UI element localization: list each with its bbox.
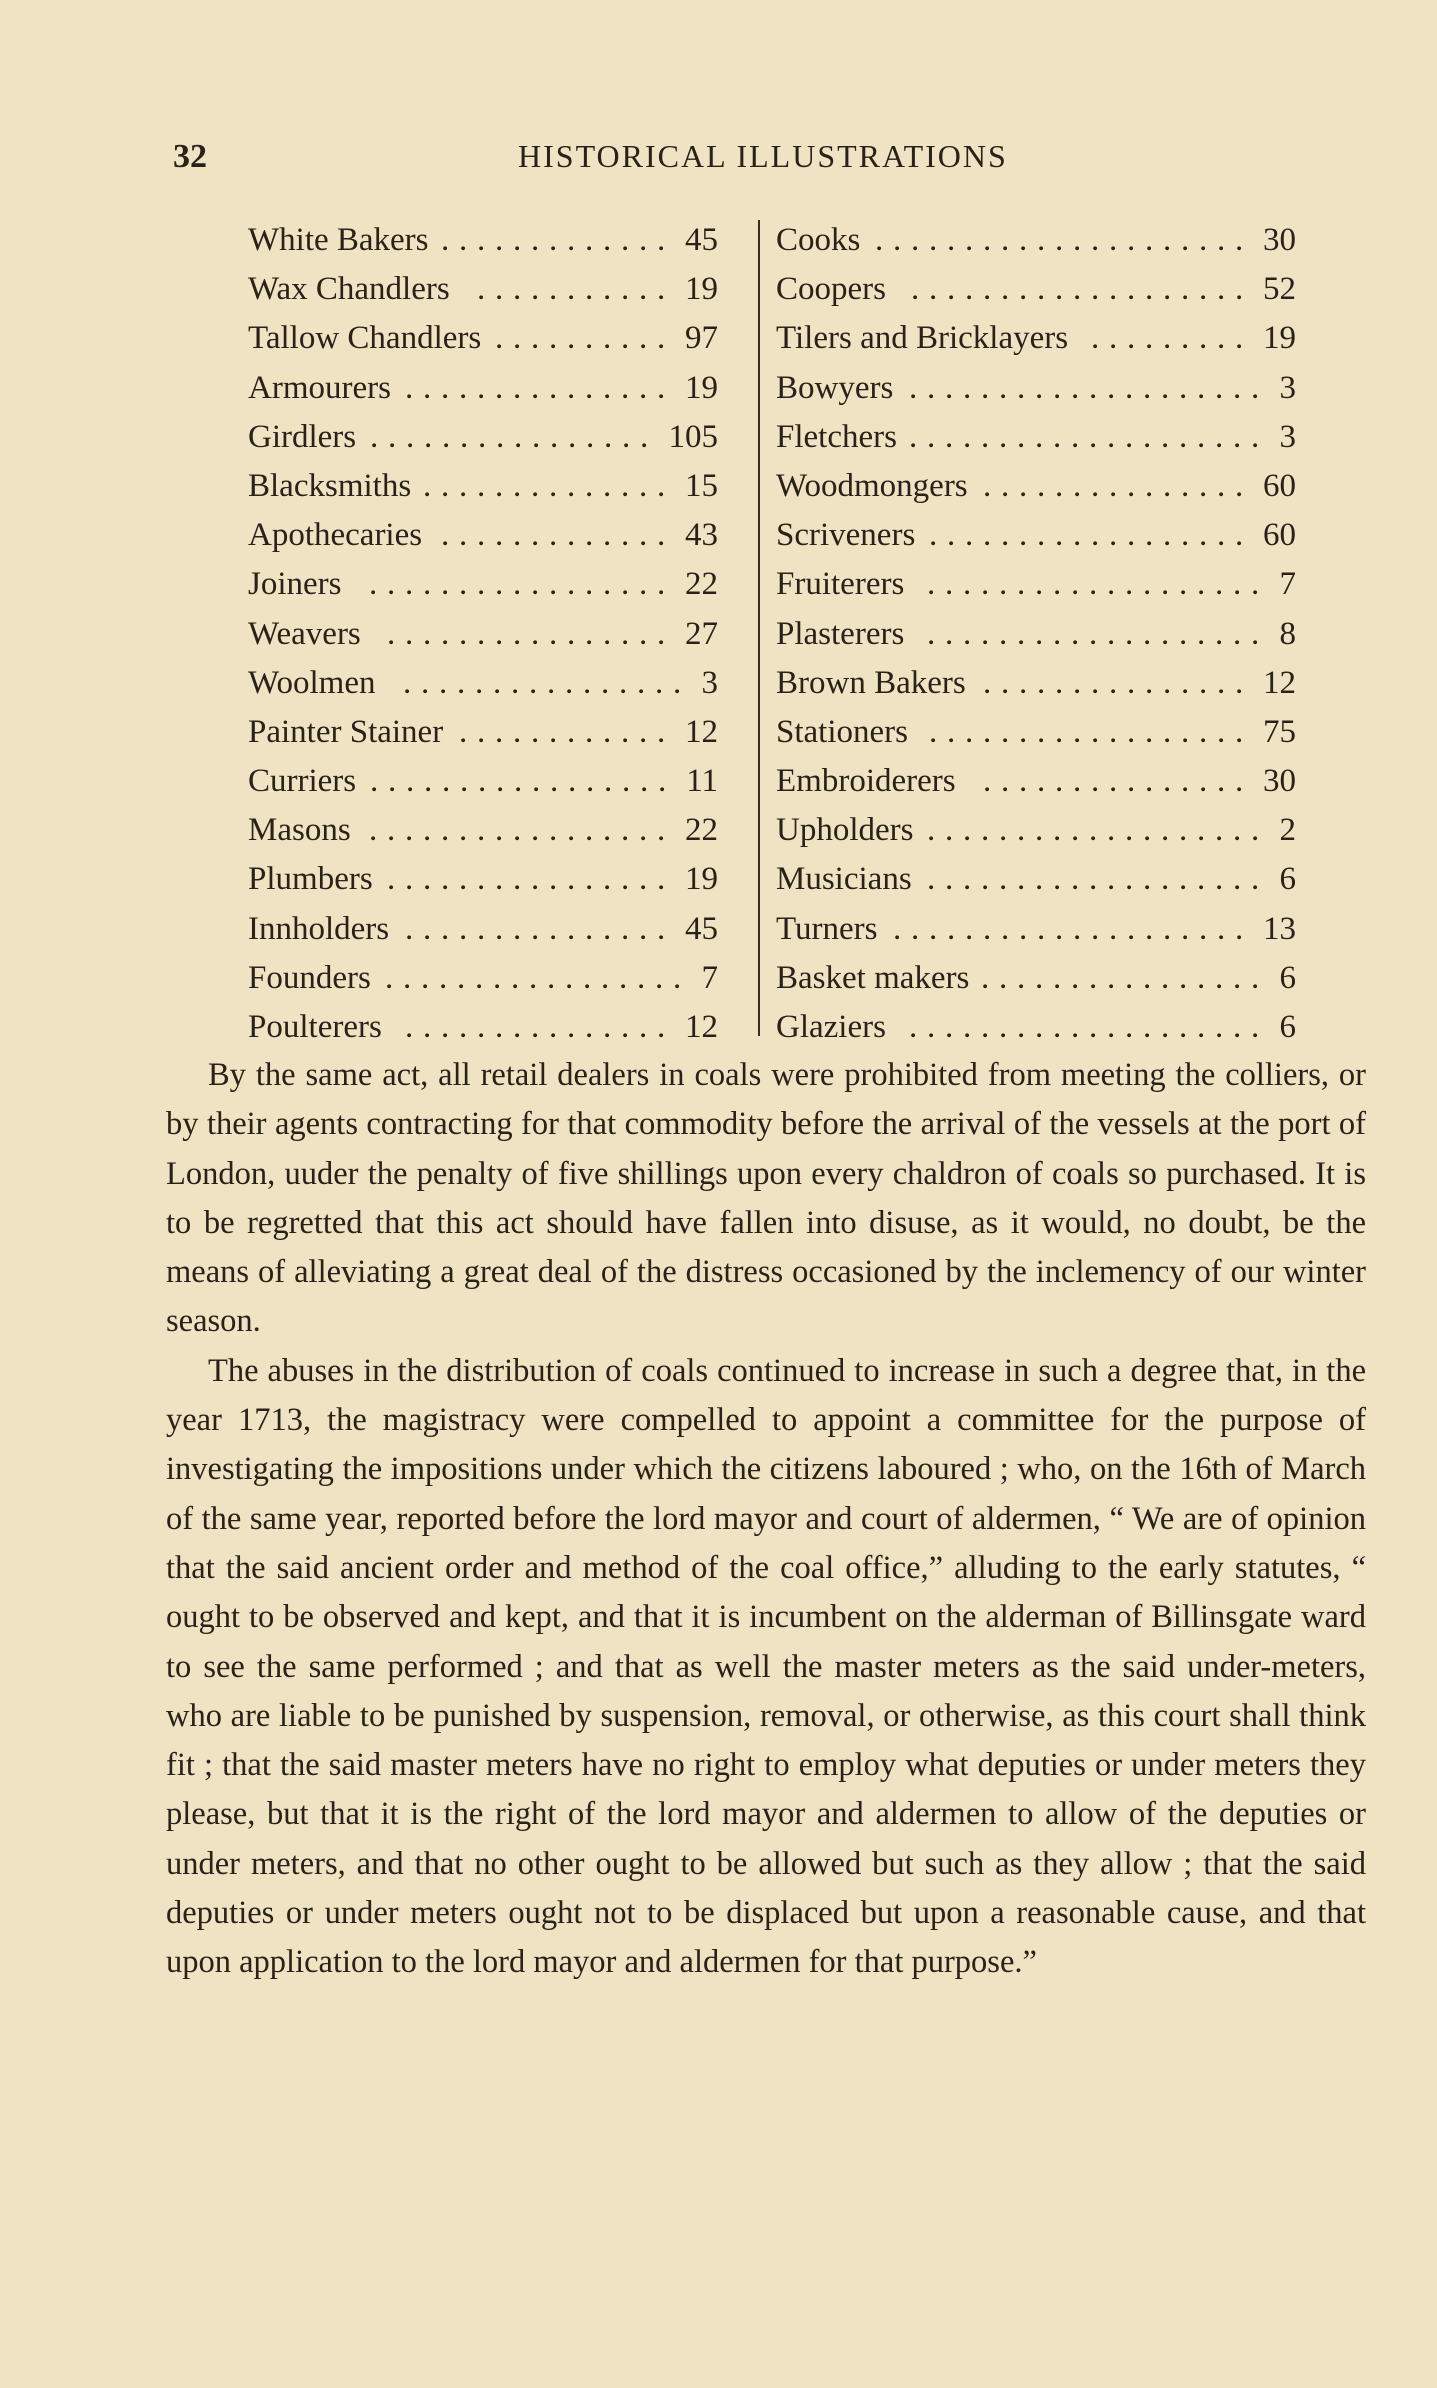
member-count: 19 (685, 861, 718, 898)
dot-leader: .......... (495, 320, 675, 357)
member-count: 105 (668, 418, 718, 455)
table-row (248, 1003, 718, 1052)
trade-name: Glaziers (776, 1009, 886, 1045)
dot-leader: .................... (893, 910, 1253, 947)
member-count: 52 (1263, 271, 1296, 308)
table-row (248, 560, 718, 609)
member-count: 22 (685, 566, 718, 603)
trade-name: Founders (248, 959, 371, 996)
trade-name: Plumbers (248, 861, 373, 898)
trade-name: Basket makers (776, 959, 970, 996)
member-count: 19 (685, 271, 718, 308)
trade-name: Woolmen (248, 664, 376, 701)
member-count: 60 (1263, 467, 1296, 504)
member-count: 6 (1279, 959, 1296, 996)
table-row (248, 757, 718, 806)
table-row (248, 265, 718, 314)
trade-name: Joiners (248, 566, 342, 603)
table-row (248, 364, 718, 413)
dot-leader: ............... (983, 467, 1253, 504)
member-count: 13 (1263, 910, 1296, 947)
trade-name: Bowyers (776, 369, 894, 406)
dot-leader: ................... (927, 615, 1269, 652)
trade-name: Poulterers (248, 1009, 382, 1045)
trade-name: Curriers (248, 763, 357, 800)
table-row (248, 708, 718, 757)
table-row (776, 1003, 1296, 1052)
table-row (248, 314, 718, 363)
dot-leader: ............... (405, 369, 675, 406)
table-row (776, 708, 1296, 757)
trades-column-right (776, 216, 1296, 1052)
trade-name: Plasterers (776, 615, 905, 652)
dot-leader: .................. (929, 713, 1253, 750)
member-count: 45 (685, 910, 718, 947)
dot-leader: ................. (369, 566, 675, 603)
member-count: 15 (685, 467, 718, 504)
dot-leader: ............. (441, 517, 675, 554)
member-count: 60 (1263, 517, 1296, 554)
member-count: 12 (1263, 664, 1296, 701)
dot-leader: ................ (387, 615, 675, 652)
table-row (776, 806, 1296, 855)
table-row (776, 659, 1296, 708)
dot-leader: ..................... (875, 222, 1253, 258)
running-head: HISTORICAL ILLUSTRATIONS (518, 138, 1008, 174)
trades-column-left (248, 216, 718, 1052)
dot-leader: ................ (370, 418, 658, 455)
trade-name: Stationers (776, 713, 908, 750)
dot-leader: ........... (477, 271, 675, 308)
member-count: 75 (1263, 713, 1296, 750)
dot-leader: ............ (459, 713, 675, 750)
member-count: 2 (1279, 812, 1296, 849)
table-row (776, 265, 1296, 314)
table-row (248, 806, 718, 855)
trade-name: Woodmongers (776, 467, 968, 504)
table-row (248, 216, 718, 265)
member-count: 45 (685, 222, 718, 258)
trade-name: Scriveners (776, 517, 916, 554)
dot-leader: .............. (423, 467, 675, 504)
table-row (776, 905, 1296, 954)
dot-leader: ................ (403, 664, 691, 701)
member-count: 7 (1279, 566, 1296, 603)
table-row (776, 462, 1296, 511)
dot-leader: ................ (387, 861, 675, 898)
dot-leader: ............... (405, 1009, 675, 1045)
dot-leader: .................... (909, 1009, 1269, 1045)
dot-leader: ................... (911, 271, 1253, 308)
member-count: 27 (685, 615, 718, 652)
member-count: 3 (1279, 418, 1296, 455)
dot-leader: .................. (929, 517, 1253, 554)
table-row (248, 511, 718, 560)
member-count: 6 (1279, 861, 1296, 898)
column-divider (758, 220, 760, 1036)
member-count: 12 (685, 1009, 718, 1045)
trade-name: Masons (248, 812, 351, 849)
table-row (776, 560, 1296, 609)
table-row (776, 511, 1296, 560)
member-count: 11 (686, 763, 718, 800)
dot-leader: ................ (981, 959, 1269, 996)
table-row (248, 954, 718, 1003)
trade-name: Fletchers (776, 418, 897, 455)
dot-leader: ................. (385, 959, 691, 996)
dot-leader: ................. (370, 763, 676, 800)
trade-name: Tilers and Bricklayers (776, 320, 1069, 357)
table-row (248, 462, 718, 511)
member-count: 6 (1279, 1009, 1296, 1045)
dot-leader: ................... (927, 566, 1269, 603)
table-row (248, 855, 718, 904)
member-count: 22 (685, 812, 718, 849)
trade-name: Brown Bakers (776, 664, 966, 701)
table-row (248, 659, 718, 708)
member-count: 97 (685, 320, 718, 357)
trade-name: Blacksmiths (248, 467, 412, 504)
dot-leader: ................... (927, 861, 1269, 898)
table-row (248, 905, 718, 954)
paragraph: By the same act, all retail dealers in coals were prohibited from meeting the colliers, or by their agents contracting for that commodity before the arrival of the vessels at the port of London, uuder the penalty of five shillings upon every chaldron of coals so purchased. It is to be regretted that this act should have fallen into disuse, as it would, no doubt, be the means of alleviating a great deal of the distress occasioned by the inclemency of our winter season. (166, 1057, 1366, 1340)
table-row (776, 216, 1296, 265)
dot-leader: ............. (441, 222, 675, 258)
member-count: 3 (701, 664, 718, 701)
table-row (776, 314, 1296, 363)
trade-name: Painter Stainer (248, 713, 444, 750)
member-count: 30 (1263, 763, 1296, 800)
dot-leader: ............... (983, 763, 1253, 800)
table-row (776, 757, 1296, 806)
dot-leader: ............... (405, 910, 675, 947)
dot-leader: .................... (909, 418, 1269, 455)
member-count: 19 (685, 369, 718, 406)
paragraph: The abuses in the distribution of coals continued to increase in such a degree that, in the year 1713, the magistracy were compelled to appoint a committee for the purpose of investigating the impositions under which the citizens laboured ; who, on the 16th of March of the same year, reported before the lord mayor and court of aldermen, “ We are of opinion that the said ancient order and method of the coal office,” alluding to the early statutes, “ ought to be observed and kept, and that it is incumbent on the alderman of Billinsgate ward to see the same performed ; and that as well the master meters as the said under-meters, who are liable to be punished by suspension, removal, or otherwise, as this court shall think fit ; that the said master meters have no right to employ what deputies or under meters they please, but that it is the right of the lord mayor and aldermen to allow of the deputies or under meters, and that no other ought to be allowed but such as they allow ; that the said deputies or under meters ought not to be displaced but upon a reasonable cause, and that upon application to the lord mayor and aldermen for that purpose.” (166, 1352, 1366, 1981)
table-row (776, 610, 1296, 659)
member-count: 43 (685, 517, 718, 554)
member-count: 12 (685, 713, 718, 750)
trade-name: Musicians (776, 861, 912, 898)
dot-leader: ................... (927, 812, 1269, 849)
table-row (776, 413, 1296, 462)
table-row (776, 954, 1296, 1003)
member-count: 7 (701, 959, 718, 996)
trade-name: Armourers (248, 369, 391, 406)
table-row (776, 364, 1296, 413)
trade-name: Girdlers (248, 418, 357, 455)
dot-leader: ................. (369, 812, 675, 849)
member-count: 30 (1263, 222, 1296, 258)
member-count: 19 (1263, 320, 1296, 357)
trade-name: Innholders (248, 910, 390, 947)
trade-name: White Bakers (248, 222, 429, 258)
trade-name: Upholders (776, 812, 914, 849)
dot-leader: .................... (909, 369, 1269, 406)
trade-name: Tallow Chandlers (248, 320, 482, 357)
member-count: 3 (1279, 369, 1296, 406)
page-header (173, 138, 1233, 182)
table-row (248, 610, 718, 659)
table-row (776, 855, 1296, 904)
dot-leader: ......... (1091, 320, 1253, 357)
page-number: 32 (173, 138, 207, 175)
trade-name: Turners (776, 910, 878, 947)
dot-leader: ............... (983, 664, 1253, 701)
trade-name: Wax Chandlers (248, 271, 450, 308)
trade-name: Embroiderers (776, 763, 956, 800)
body-text (166, 1051, 1366, 1988)
trade-name: Coopers (776, 271, 886, 308)
trade-name: Cooks (776, 222, 861, 258)
member-count: 8 (1279, 615, 1296, 652)
trade-name: Fruiterers (776, 566, 905, 603)
trade-name: Weavers (248, 615, 361, 652)
table-row (248, 413, 718, 462)
trade-name: Apothecaries (248, 517, 423, 554)
